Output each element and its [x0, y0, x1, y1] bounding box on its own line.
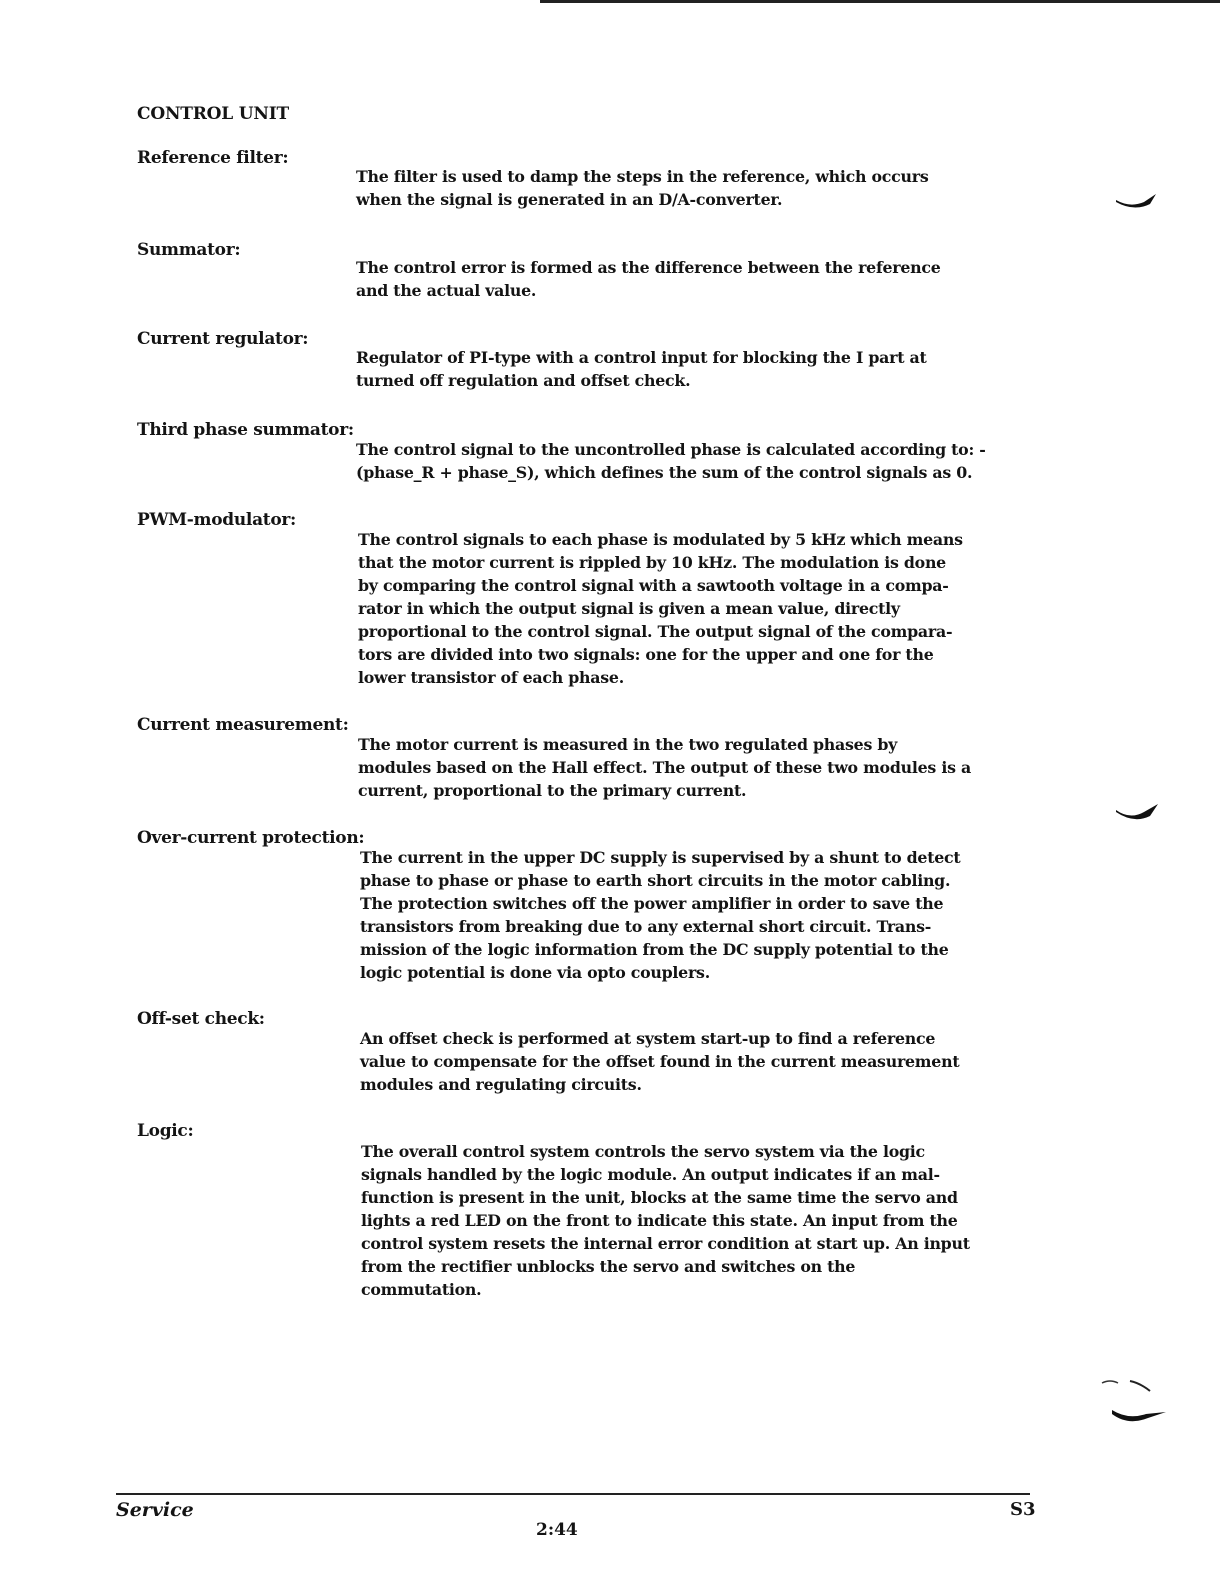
- desc-summator: The control error is formed as the difference between the reference and the actual value.: [356, 258, 941, 300]
- binder-mark-1: [1112, 190, 1162, 214]
- term-over-current-protection: Over-current protection:: [137, 828, 365, 848]
- top-rule: [540, 0, 1220, 3]
- binder-mark-2: [1112, 800, 1162, 826]
- term-summator: Summator:: [137, 240, 241, 260]
- desc-logic: The overall control system controls the servo system via the logic signals handled by the logic module. An output indicates if an mal- function is present in the unit, blocks at the same time the servo and lights a red LED on the front to indicate this state. An input from the control system resets the internal error condition at start up. An input from the rectifier unblocks the servo and switches on the commutation.: [361, 1142, 970, 1299]
- term-pwm-modulator: PWM-modulator:: [137, 510, 297, 530]
- desc-reference-filter: The filter is used to damp the steps in the reference, which occurs when the signal is generated in an D/A-converter.: [356, 167, 929, 209]
- footer-section-label: Service: [116, 1499, 194, 1521]
- desc-third-phase-summator: The control signal to the uncontrolled phase is calculated according to: - (phase_R + phase_S), which defines the sum of the control signals as 0.: [356, 440, 986, 482]
- section-heading: CONTROL UNIT: [137, 104, 289, 124]
- binder-mark-4: [1108, 1402, 1170, 1426]
- term-current-measurement: Current measurement:: [137, 715, 349, 735]
- term-logic: Logic:: [137, 1121, 194, 1141]
- term-reference-filter: Reference filter:: [137, 148, 289, 168]
- desc-pwm-modulator: The control signals to each phase is modulated by 5 kHz which means that the motor current is rippled by 10 kHz. The modulation is done by comparing the control signal with a sawtooth voltage in a compa- rator in which the output signal is given a mean value, directly proportional to the control signal. The output signal of the compara- tors are divided into two signals: one for the upper and one for the lower transistor of each phase.: [358, 530, 963, 687]
- term-off-set-check: Off-set check:: [137, 1009, 265, 1029]
- footer-rule: [116, 1493, 1030, 1495]
- term-third-phase-summator: Third phase summator:: [137, 420, 354, 440]
- page-number: 2:44: [536, 1520, 578, 1540]
- desc-current-regulator: Regulator of PI-type with a control input for blocking the I part at turned off regulation and offset check.: [356, 348, 927, 390]
- desc-current-measurement: The motor current is measured in the two regulated phases by modules based on the Hall effect. The output of these two modules is a current, proportional to the primary current.: [358, 735, 971, 800]
- footer-chapter-code: S3: [1010, 1499, 1036, 1520]
- desc-over-current-protection: The current in the upper DC supply is supervised by a shunt to detect phase to phase or phase to earth short circuits in the motor cabling. The protection switches off the power amplifier in order to save the transistors from breaking due to any external short circuit. Trans- mission of the logic information from the DC supply potential to the logic potential is done via opto couplers.: [360, 848, 961, 982]
- binder-mark-3: [1096, 1375, 1156, 1395]
- desc-off-set-check: An offset check is performed at system start-up to find a reference value to compensate for the offset found in the current measurement modules and regulating circuits.: [360, 1029, 960, 1094]
- term-current-regulator: Current regulator:: [137, 329, 309, 349]
